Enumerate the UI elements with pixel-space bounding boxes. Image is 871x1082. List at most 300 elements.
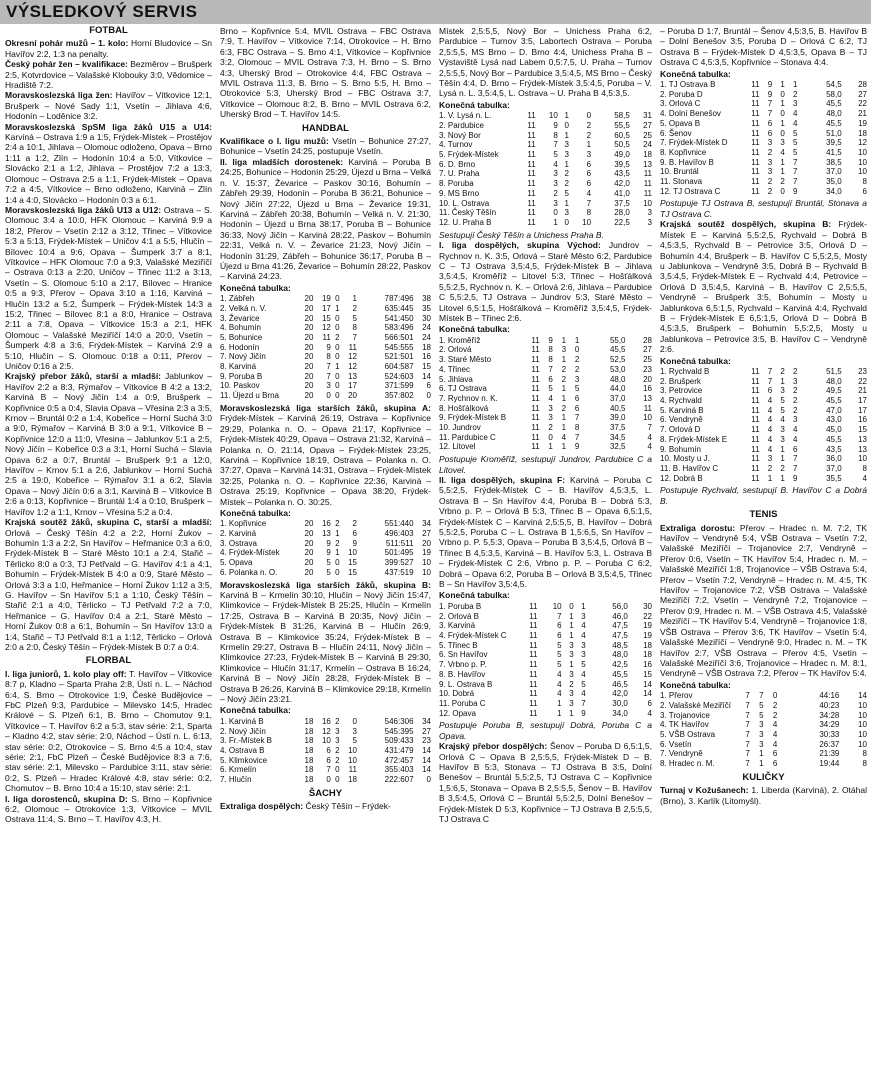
stat-cell: 6 bbox=[352, 529, 357, 539]
stat-cell: 11 bbox=[751, 118, 760, 128]
stat-cell: 11 bbox=[529, 679, 538, 689]
stat-cell: 27 bbox=[643, 345, 652, 355]
stat-cell: 20 bbox=[304, 381, 314, 391]
stat-cell: 40:23 bbox=[819, 700, 840, 710]
team-name: 8. Hradec n. M. bbox=[660, 759, 715, 769]
results-paragraph bbox=[660, 785, 867, 806]
standings-table bbox=[220, 294, 431, 401]
stat-cell: 2 bbox=[793, 89, 798, 99]
stat-cell: 10 bbox=[422, 558, 431, 568]
standings-table bbox=[660, 691, 867, 769]
stat-cell: 10 bbox=[348, 548, 357, 558]
team-name: 5. Jihlava bbox=[439, 374, 473, 384]
standings-row bbox=[220, 727, 431, 737]
standings-row bbox=[660, 167, 867, 177]
stat-cell: 9 bbox=[553, 120, 558, 130]
team-name: 10. Dobrá bbox=[439, 689, 475, 699]
stat-cell: 21:39 bbox=[819, 749, 840, 759]
standings-row bbox=[220, 519, 431, 529]
team-name: 5. VŠB Ostrava bbox=[660, 729, 716, 739]
stat-cell: 5 bbox=[564, 188, 569, 198]
team-name: 8. Frýdek-Místek E bbox=[660, 434, 728, 444]
standings-row bbox=[439, 650, 652, 660]
stat-cell: 1 bbox=[780, 167, 785, 177]
stat-cell: 6 bbox=[772, 749, 778, 759]
stat-cell: 34 bbox=[422, 519, 431, 529]
stat-cell: 13 bbox=[321, 529, 331, 539]
stat-cell: 1 bbox=[557, 698, 562, 708]
team-name: 6. D. Brno bbox=[439, 159, 476, 169]
stat-cell: 30 bbox=[422, 313, 431, 323]
stat-cell: 1 bbox=[780, 157, 785, 167]
results-paragraph bbox=[439, 240, 652, 323]
stat-cell: 8 bbox=[862, 759, 867, 769]
stat-cell: 2 bbox=[793, 366, 798, 376]
stat-cell: 5 bbox=[553, 150, 558, 160]
stat-cell: 27 bbox=[858, 89, 867, 99]
stat-cell: 2 bbox=[548, 423, 553, 433]
stat-cell: 2 bbox=[772, 700, 778, 710]
stat-cell: 54,5 bbox=[826, 80, 842, 90]
team-name: 7. Hlučín bbox=[220, 775, 252, 785]
stat-cell: 5 bbox=[581, 679, 586, 689]
stat-cell: 6 bbox=[574, 403, 580, 413]
results-text: Místek 2,5:5,5, Nový Bor – Unichess Praha 6:2, Pardubice – Turnov 3:5, Labortech Ostrava – Poruba 2,5:5,5, MS Brno – D. Brno 4:4, Unichess Praha B – Výstaviště Lysá nad Labem 0,5:7,5, U. Praha – Turnov 2,5:5,5, Nový Bor – Pardubice 3,5:4,5, MS Brno – Český Těšín 4:4, D. Brno – Frýdek-Místek 3,5:4,5, Poruba – V. Lysá n. L. 3,5:4,5, L. Ostrava – U. Praha B 4,5:3,5. bbox=[439, 26, 652, 99]
stat-cell: 19:44 bbox=[819, 759, 840, 769]
standings-table bbox=[660, 80, 867, 196]
results-text: T. Havířov – Vítkovice 8:7 p, Kladno – Sparta Praha 2:8, Ústí n. L. – Náchod 6:4, S. Brno – Otrokovice 1:9, České Budějovice – FbC Plzeň 9:3, Pardubice – Milevsko 14:5, Hradec Králové – S. Plzeň 6:1, B. Brno – Chomutov 9:1, Vítkovice – T. Havířov 6:2 a 5:3, stav série: 2:1, Sparta – Kladno 4:2, stav série: 2:0, Náchod – Ústí n. L. 6:13, stav série: 0:2, Otrokovice – S. Brno 4:5 a 10:4, stav série: 2:1, FbC Plzeň – České Budějovice 8:3 a 7:6, stav série: 2:1, Milevsko – Pardubice 3:11, stav série: 0:2, S. Plzeň – Hradec Králové 4:8, stav série: 0:2, Chomutov – B. Brno 10:4 a 15:10, stav série: 2:1. bbox=[5, 668, 212, 794]
stat-cell: 32,5 bbox=[609, 442, 626, 452]
stat-cell: 53,0 bbox=[609, 364, 626, 374]
stat-cell: 6 bbox=[772, 759, 778, 769]
stat-cell: 9 bbox=[793, 186, 798, 196]
stat-cell: 11 bbox=[751, 434, 760, 444]
standings-row bbox=[439, 160, 652, 170]
standings-table bbox=[439, 111, 652, 227]
stat-cell: 2 bbox=[586, 130, 592, 140]
stat-cell: 8 bbox=[862, 464, 867, 473]
stat-cell: 11 bbox=[751, 177, 760, 187]
stat-cell: 7 bbox=[326, 765, 331, 775]
note-text: Sestupují Český Těšín a Unichess Praha B. bbox=[439, 229, 604, 240]
section-heading: TENIS bbox=[749, 509, 778, 521]
stat-cell: 5 bbox=[352, 736, 357, 746]
stat-cell: 1 bbox=[569, 611, 574, 621]
stat-cell: 1 bbox=[793, 80, 798, 90]
stat-cell: 1 bbox=[574, 335, 580, 345]
standings-row bbox=[439, 218, 652, 228]
stat-cell: 11 bbox=[531, 423, 540, 433]
section-heading: FOTBAL bbox=[89, 26, 128, 36]
standings-row bbox=[660, 740, 867, 750]
standings-row bbox=[439, 131, 652, 141]
standings-row bbox=[220, 391, 431, 401]
stat-cell: 22 bbox=[858, 99, 867, 109]
stat-cell: 10 bbox=[321, 736, 331, 746]
stat-cell: 0 bbox=[564, 120, 569, 130]
results-text: Horní Bludovice – Sn Havířov 2:2, 1:3 na penalty. bbox=[5, 38, 212, 59]
stat-cell: 2 bbox=[574, 364, 580, 374]
team-name: 2. Valašské Meziříčí bbox=[660, 700, 731, 710]
stat-cell: 0 bbox=[335, 294, 340, 304]
stat-cell: 39,5 bbox=[614, 159, 630, 169]
stat-cell: 11 bbox=[531, 345, 540, 355]
stat-cell: 10 bbox=[858, 700, 867, 710]
stat-cell: 7 bbox=[793, 177, 798, 187]
section-heading: FLORBAL bbox=[85, 655, 132, 667]
stat-cell: 10 bbox=[548, 111, 558, 121]
stat-cell: 371:599 bbox=[384, 381, 414, 391]
stat-cell: 10 bbox=[348, 745, 357, 755]
stat-cell: 48,0 bbox=[609, 374, 626, 384]
stat-cell: 1 bbox=[569, 660, 574, 670]
table-title: Konečná tabulka: bbox=[439, 324, 510, 335]
stat-cell: 45,5 bbox=[826, 396, 842, 406]
standings-row bbox=[220, 539, 431, 549]
competition-name: Krajský přebor žáků, starší a mladší: bbox=[5, 371, 162, 382]
stat-cell: 3 bbox=[352, 726, 357, 736]
stat-cell: 7 bbox=[745, 759, 750, 769]
standings-row bbox=[660, 90, 867, 100]
stat-cell: 48,0 bbox=[826, 109, 842, 119]
standings-row bbox=[439, 111, 652, 121]
stat-cell: 2 bbox=[352, 519, 357, 529]
stat-cell: 2 bbox=[767, 464, 773, 473]
stat-cell: 5 bbox=[557, 640, 562, 650]
note-paragraph bbox=[439, 720, 652, 741]
standings-row bbox=[660, 730, 867, 740]
results-paragraph bbox=[439, 741, 652, 824]
team-name: 12. U. Praha B bbox=[439, 217, 492, 227]
stat-cell: 7 bbox=[767, 366, 773, 376]
stat-cell: 1 bbox=[780, 444, 785, 454]
stat-cell: 5 bbox=[780, 405, 785, 415]
stat-cell: 2 bbox=[561, 364, 567, 374]
results-text: Orlová – Český Těšín 4:2 a 2:2, Horní Žukov – Bohumín 1:3 a 2:2, Sn Havířov – Heřmanice 0:3 a 6:0, Frýdek-Místek B – Staré Město 10:1 a 2:4, Stařič – Těrlicko 8:0 a 0:3, TJ Petřvald – G. Havířov 4:1 a 4:1, Bohumín – Frýdek-Místek B 4:0 a 0:9, Staré Město – Orlová 3:3 a 1:0, Heřmanice – Horní Žukov 1:12 a 3:5, G. Havířov – Sn Havířov 5:1 a 1:10, Český Těšín – Stařič 2:1 a 4:0, Těrlicko – TJ Petřvald 7:2 a 7:0, Heřmanice – G. Havířov 0:4 a 2:1, Staré Město – Horní Žukov 0:8 a 6:1, Bohumín – Sn Havířov 13:0 a 1:4, Stařič – TJ Petřvald 8:1 a 1:12, Těrlicko – Orlová 2:0 a 2:0, Český Těšín – Frýdek-Místek B 0:7 a 0:4. bbox=[5, 527, 212, 652]
results-paragraph bbox=[439, 26, 652, 99]
stat-cell: 4 bbox=[780, 147, 785, 157]
stat-cell: 11 bbox=[348, 765, 357, 775]
team-name: 1. Přerov bbox=[660, 691, 693, 701]
team-name: 9. B. Havířov B bbox=[660, 157, 714, 167]
stat-cell: 7 bbox=[793, 167, 798, 177]
stat-cell: 1 bbox=[780, 99, 785, 109]
stat-cell: 2 bbox=[767, 147, 773, 157]
stat-cell: 46,5 bbox=[612, 679, 628, 689]
stat-cell: 11 bbox=[529, 611, 538, 621]
team-name: 5. Třinec B bbox=[439, 640, 478, 650]
column-2 bbox=[220, 26, 431, 1080]
team-name: 10. L. Ostrava bbox=[439, 198, 490, 208]
stat-cell: 3 bbox=[767, 157, 773, 167]
standings-row bbox=[220, 736, 431, 746]
stat-cell: 3 bbox=[564, 208, 569, 218]
stat-cell: 20 bbox=[304, 352, 314, 362]
team-name: 5. Bohunice bbox=[220, 332, 263, 342]
team-name: 5. Opava B bbox=[660, 118, 701, 128]
stat-cell: 0 bbox=[426, 775, 431, 785]
standings-row bbox=[220, 765, 431, 775]
stat-cell: 11 bbox=[531, 393, 540, 403]
stat-cell: 4 bbox=[557, 669, 562, 679]
team-name: 7. Frýdek-Místek D bbox=[660, 138, 728, 148]
competition-name: II. liga dospělých, skupina F: bbox=[439, 475, 566, 485]
stat-cell: 9 bbox=[326, 548, 331, 558]
stat-cell: 19 bbox=[643, 621, 652, 631]
stat-cell: 4 bbox=[647, 432, 652, 442]
stat-cell: 48,5 bbox=[612, 640, 628, 650]
stat-cell: 47,5 bbox=[612, 621, 628, 631]
team-name: 11. Újezd u Brna bbox=[220, 391, 279, 401]
stat-cell: 3 bbox=[335, 736, 340, 746]
team-name: 3. Fr.-Místek B bbox=[220, 736, 273, 746]
stat-cell: 11 bbox=[531, 432, 540, 442]
stat-cell: 11 bbox=[348, 342, 357, 352]
stat-cell: 8 bbox=[862, 177, 867, 187]
stat-cell: 1 bbox=[780, 80, 785, 90]
standings-row bbox=[220, 746, 431, 756]
stat-cell: 43,0 bbox=[826, 415, 842, 425]
standings-row bbox=[439, 355, 652, 365]
stat-cell: 545:555 bbox=[384, 342, 414, 352]
stat-cell: 27 bbox=[422, 529, 431, 539]
stat-cell: 11 bbox=[531, 355, 540, 365]
stat-cell: 26:37 bbox=[819, 739, 840, 749]
stat-cell: 19 bbox=[321, 294, 331, 304]
stat-cell: 11 bbox=[751, 473, 760, 483]
stat-cell: 12 bbox=[321, 323, 331, 333]
stat-cell: 11 bbox=[751, 366, 760, 376]
standings-row bbox=[220, 775, 431, 785]
stat-cell: 11 bbox=[531, 364, 540, 374]
stat-cell: 24 bbox=[422, 323, 431, 333]
stat-cell: 11 bbox=[751, 99, 760, 109]
stat-cell: 4 bbox=[767, 415, 773, 425]
team-name: 5. Karviná B bbox=[660, 405, 704, 415]
results-text: Brno – Kopřivnice 5:4, MVIL Ostrava – FBC Ostrava 7:9, T. Havířov – Vítkovice 7:14, Otrokovice – H. Brno 6:3, FBC Ostrava – S. Brno 4:1, Vítkovice – Kopřivnice 3:2, Olomouc – MVIL Ostrava 7:3, H. Brno – S. Brno 4:3, Uherský Brod – Otrokovice 4:4, FBC Ostrava – MVIL Ostrava 11:3, B. Brno – S. Brno 5:5, H. Brno – Otrokovice 5:3, Uherský Brod – FBC Ostrava 3:7, Vítkovice – Olomouc 8:2, B. Brno – MVIL Ostrava 6:2, Uherský Brod – T. Havířov 14:5. bbox=[220, 26, 431, 120]
stat-cell: 3 bbox=[780, 425, 785, 435]
standings-row bbox=[439, 169, 652, 179]
stat-cell: 10 bbox=[858, 147, 867, 157]
stat-cell: 18 bbox=[858, 128, 867, 138]
stat-cell: 7 bbox=[745, 749, 750, 759]
team-name: 2. Nový Jičín bbox=[220, 726, 266, 736]
stat-cell: 4 bbox=[548, 393, 553, 403]
standings-row bbox=[660, 759, 867, 769]
competition-name: I. liga juniorů, 1. kolo play off: bbox=[5, 668, 127, 679]
stat-cell: 17 bbox=[348, 381, 357, 391]
stat-cell: 18 bbox=[304, 745, 314, 755]
standings-row bbox=[220, 756, 431, 766]
stat-cell: 1 bbox=[335, 529, 340, 539]
stat-cell: 23 bbox=[643, 364, 652, 374]
stat-cell: 2 bbox=[780, 464, 785, 473]
stat-cell: 38 bbox=[422, 294, 431, 304]
stat-cell: 3 bbox=[759, 739, 764, 749]
stat-cell: 21 bbox=[858, 386, 867, 396]
stat-cell: 8 bbox=[352, 323, 357, 333]
standings-row bbox=[660, 367, 867, 377]
table-title: Konečná tabulka: bbox=[660, 355, 731, 366]
stat-cell: 524:603 bbox=[384, 371, 414, 381]
stat-cell: 11 bbox=[751, 147, 760, 157]
stat-cell: 501:495 bbox=[384, 548, 414, 558]
stat-cell: 15 bbox=[348, 567, 357, 577]
stat-cell: 2 bbox=[564, 169, 569, 179]
stat-cell: 30 bbox=[643, 601, 652, 611]
stat-cell: 9 bbox=[793, 473, 798, 483]
stat-cell: 18 bbox=[643, 640, 652, 650]
stat-cell: 14 bbox=[643, 679, 652, 689]
stat-cell: 8 bbox=[553, 130, 558, 140]
table-title: Konečná tabulka: bbox=[220, 705, 291, 716]
team-name: 4. Frýdek-Místek C bbox=[439, 630, 507, 640]
stat-cell: 14 bbox=[643, 689, 652, 699]
stat-cell: 50,5 bbox=[614, 140, 630, 150]
results-text: Karviná – Ostrava 1:9 a 1:5, Frýdek-Místek – Prostějov 2:4 a 10:1, Jihlava – Olomouc odloženo, Opava – Brno 1:11 a 1:2, Zlín – Hodonín 10:4 a 5:0, Vítkovice – Slovácko 2:1 a 1:2, Jihlava – Prostějov 7:2 a 13:3, Olomouc – Ostrava 2:5 a 1:1, Frýdek-Místek – Opava 7:2 a 4:5, Vítkovice – Brno odloženo, Karviná – Zlín 1:4 a 4:0, Slovácko – Hodonín 0:3 a 6:1. bbox=[5, 132, 212, 205]
stat-cell: 14 bbox=[422, 765, 431, 775]
standings-row bbox=[220, 362, 431, 372]
stat-cell: 7 bbox=[553, 140, 558, 150]
stat-cell: 9 bbox=[548, 335, 553, 345]
stat-cell: 4 bbox=[772, 720, 778, 730]
stat-cell: 22,5 bbox=[614, 217, 630, 227]
competition-name: I. liga dorostenců, skupina D: bbox=[5, 793, 128, 804]
stat-cell: 43,5 bbox=[614, 169, 630, 179]
team-name: 4. Ostrava B bbox=[220, 745, 265, 755]
stat-cell: 27 bbox=[643, 120, 652, 130]
team-name: 1. Kroměříž bbox=[439, 335, 481, 345]
stat-cell: 16 bbox=[858, 415, 867, 425]
stat-cell: 0 bbox=[772, 691, 778, 701]
stat-cell: 6 bbox=[767, 118, 773, 128]
standings-row bbox=[660, 406, 867, 416]
stat-cell: 4 bbox=[793, 109, 798, 119]
stat-cell: 23 bbox=[422, 736, 431, 746]
stat-cell: 10 bbox=[582, 217, 592, 227]
stat-cell: 7 bbox=[326, 371, 331, 381]
stat-cell: 551:440 bbox=[384, 519, 414, 529]
stat-cell: 2 bbox=[574, 355, 580, 365]
standings-table bbox=[220, 519, 431, 577]
stat-cell: 30:33 bbox=[819, 729, 840, 739]
stat-cell: 6 bbox=[557, 621, 562, 631]
stat-cell: 44,0 bbox=[609, 384, 626, 394]
stat-cell: 18 bbox=[422, 342, 431, 352]
stat-cell: 1 bbox=[548, 442, 553, 452]
standings-row bbox=[220, 343, 431, 353]
standings-row bbox=[220, 568, 431, 578]
standings-row bbox=[660, 148, 867, 158]
results-paragraph bbox=[660, 219, 867, 354]
stat-cell: 4 bbox=[793, 425, 798, 435]
team-name: 6. Sn Havířov bbox=[439, 650, 488, 660]
stat-cell: 4 bbox=[557, 689, 562, 699]
stat-cell: 0 bbox=[553, 208, 558, 218]
stat-cell: 19 bbox=[422, 548, 431, 558]
stat-cell: 58,5 bbox=[614, 111, 630, 121]
stat-cell: 1 bbox=[561, 423, 567, 433]
stat-cell: 11 bbox=[527, 169, 536, 179]
stat-cell: 43,5 bbox=[826, 444, 842, 454]
stat-cell: 9 bbox=[352, 538, 357, 548]
stat-cell: 60,5 bbox=[614, 130, 630, 140]
standings-row bbox=[660, 187, 867, 197]
team-name: 1. Kopřivnice bbox=[220, 519, 267, 529]
stat-cell: 472:457 bbox=[384, 755, 414, 765]
standings-row bbox=[660, 425, 867, 435]
stat-cell: 0 bbox=[780, 89, 785, 99]
stat-cell: 6 bbox=[586, 169, 592, 179]
stat-cell: 2 bbox=[335, 716, 340, 726]
team-name: 11. Poruba C bbox=[439, 698, 486, 708]
team-name: 9. Bohumín bbox=[660, 444, 701, 454]
stat-cell: 5 bbox=[793, 128, 798, 138]
stat-cell: 0 bbox=[335, 775, 340, 785]
page-title: VÝSLEDKOVÝ SERVIS bbox=[6, 2, 198, 21]
stat-cell: 47,5 bbox=[612, 630, 628, 640]
competition-name: Turnaj v Kožušanech: bbox=[660, 785, 749, 796]
stat-cell: 0 bbox=[426, 391, 431, 401]
stat-cell: 3 bbox=[569, 669, 574, 679]
standings-row bbox=[220, 548, 431, 558]
table-title: Konečná tabulka: bbox=[439, 99, 510, 110]
stat-cell: 51,0 bbox=[826, 128, 842, 138]
stat-cell: 3 bbox=[780, 386, 785, 396]
stat-cell: 3 bbox=[793, 376, 798, 386]
stat-cell: 0 bbox=[335, 567, 340, 577]
team-name: 10. Mosty u J. bbox=[660, 454, 710, 464]
stat-cell: 15 bbox=[321, 313, 331, 323]
stat-cell: 7 bbox=[352, 332, 357, 342]
standings-row bbox=[439, 709, 652, 719]
section-heading: KULIČKY bbox=[742, 771, 785, 783]
standings-row bbox=[660, 109, 867, 119]
results-text: Vsetín – Bohunice 27:27, Bohunice – Vsetín 24:25, postupuje Vsetín. bbox=[220, 136, 431, 157]
stat-cell: 34:28 bbox=[819, 710, 840, 720]
standings-row bbox=[439, 140, 652, 150]
stat-cell: 48,0 bbox=[612, 650, 628, 660]
results-paragraph bbox=[220, 801, 431, 811]
stat-cell: 11 bbox=[529, 669, 538, 679]
stat-cell: 0 bbox=[326, 775, 331, 785]
stat-cell: 9 bbox=[326, 538, 331, 548]
stat-cell: 19 bbox=[643, 630, 652, 640]
stat-cell: 4 bbox=[561, 432, 567, 442]
stat-cell: 1 bbox=[759, 749, 764, 759]
stat-cell: 10 bbox=[552, 601, 562, 611]
stat-cell: 7 bbox=[745, 691, 750, 701]
stat-cell: 14 bbox=[422, 745, 431, 755]
results-text: Karviná B – Krmelín 30:10, Hlučín – Nový Jičín 15:47, Klimkovice – Frýdek-Místek B 25:25, Hlučín – Krmelín 17:25, Ostrava B – Karviná B 20:35, Nový Jičín – Frýdek-Místek B 31:26, Karviná B – Hlučín 26:9, Ostrava B – Klimkovice 35:24, Frýdek-Místek B – Krmelín 29:27, Ostrava B – Hlučín 24:11, Nový Jičín – Klimkovice 27:23, Frýdek-Místek B – Karviná B 29:30, Klimkovice – Hlučín 31:17, Krmelín – Ostrava B 16:24, Karviná B – Nový Jičín 28:28, Frýdek-Místek B – Ostrava B 26:26, Karviná B – Klimkovice 29:18, Krmelín – Nový Jičín 23:21. bbox=[220, 589, 431, 705]
stat-cell: 34,0 bbox=[826, 186, 842, 196]
results-text: Havířov – Vítkovice 12:1, Brušperk – Nové Sady 1:1, Vsetín – Jihlava 4:6, Hodonín – Loděnice 3:2. bbox=[5, 90, 212, 122]
team-name: 9. Poruba B bbox=[220, 371, 263, 381]
stat-cell: 28 bbox=[643, 335, 652, 345]
results-text: Karviná – Poruba B 24:25, Bohunice – Hodonín 25:29, Újezd u Brna – Velká n. V. 15:37, Ževarice – Paskov 30:16, Bohumín – Zábřeh 29:39, Hodonín – Poruba B 36:21, Bohunice – Nový Jičín 27:22, Újezd u Brna – Ževarice 19:31, Karviná – Zábřeh 20:38, Bohumín – Velká n. V. 21:30, Hodonín – Újezd u Brna 38:17, Poruba B – Bohunice 36:33, Nový Jičín – Karviná 28:22, Paskov – Bohumín 22:31, Velká n. V. – Ževarice 21:23, Nový Jičín – Hodonín 31:29, Zábřeh – Bohunice 36:17, Poruba B – Újezd u Brna 41:26, Ževarice – Bohumín 28:22, Paskov – Karviná 24:23. bbox=[220, 156, 431, 282]
stat-cell: 20 bbox=[422, 538, 431, 548]
competition-name: I. liga dospělých, skupina Východ: bbox=[439, 240, 601, 251]
stat-cell: 222:607 bbox=[384, 775, 414, 785]
stat-cell: 7 bbox=[767, 109, 773, 119]
team-name: 7. Vrbno p. P. bbox=[439, 660, 487, 670]
stat-cell: 6 bbox=[647, 698, 652, 708]
team-name: 4. Třinec bbox=[439, 364, 470, 374]
stat-cell: 12 bbox=[348, 362, 357, 372]
stat-cell: 20 bbox=[643, 374, 652, 384]
standings-row bbox=[439, 621, 652, 631]
stat-cell: 25 bbox=[643, 130, 652, 140]
